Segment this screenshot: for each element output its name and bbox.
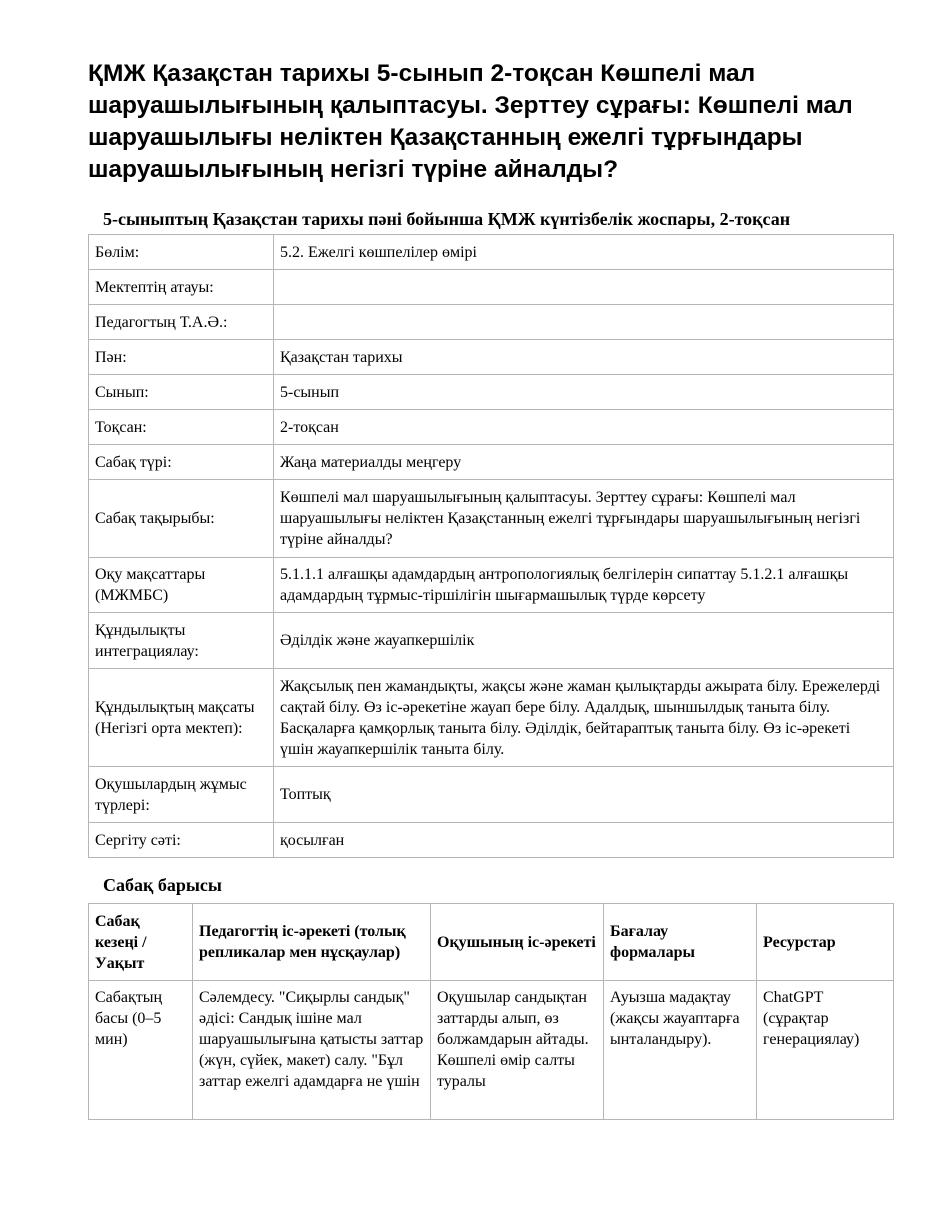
info-label: Педагогтың Т.А.Ә.: xyxy=(89,305,274,340)
table-row xyxy=(89,410,894,445)
info-value xyxy=(274,270,894,305)
info-value: 5.2. Ежелгі көшпелілер өмірі xyxy=(274,235,894,270)
info-label: Сергіту сәті: xyxy=(89,823,274,858)
document-subtitle: 5-сыныптың Қазақстан тарихы пәні бойынша ҚМЖ күнтізбелік жоспары, 2-тоқсан xyxy=(103,209,791,229)
table-row xyxy=(89,445,894,480)
table-row xyxy=(89,669,894,767)
info-label: Құндылықтың мақсаты (Негізгі орта мектеп): xyxy=(89,669,274,767)
info-label: Бөлім: xyxy=(89,235,274,270)
info-value: қосылған xyxy=(274,823,894,858)
lesson-flow-title: Сабақ барысы xyxy=(103,875,222,895)
lesson-info-table xyxy=(88,234,894,858)
table-cell: Ауызша мадақтау (жақсы жауаптарға ынталандыру). xyxy=(604,981,757,1120)
info-value: Топтық xyxy=(274,767,894,823)
column-header-resources: Ресурстар xyxy=(757,904,894,981)
table-header-row xyxy=(89,904,894,981)
column-header-stage: Сабақ кезеңі / Уақыт xyxy=(89,904,193,981)
table-row xyxy=(89,480,894,558)
info-value xyxy=(274,305,894,340)
table-row xyxy=(89,558,894,613)
lesson-flow-table xyxy=(88,903,894,1120)
table-row xyxy=(89,767,894,823)
info-label: Мектептің атауы: xyxy=(89,270,274,305)
info-value: 5-сынып xyxy=(274,375,894,410)
info-label: Оқу мақсаттары (МЖМБС) xyxy=(89,558,274,613)
table-cell: Оқушылар сандықтан заттарды алып, өз болжамдарын айтады. Көшпелі өмір салты туралы xyxy=(431,981,604,1120)
info-label: Сабақ тақырыбы: xyxy=(89,480,274,558)
info-value: 5.1.1.1 алғашқы адамдардың антропологиялық белгілерін сипаттау 5.1.2.1 алғашқы адамдардың тұрмыс-тіршілігін шығармашылық түрде көрсету xyxy=(274,558,894,613)
info-label: Құндылықты интеграциялау: xyxy=(89,613,274,669)
table-cell: Сабақтың басы (0–5 мин) xyxy=(89,981,193,1120)
info-label: Оқушылардың жұмыс түрлері: xyxy=(89,767,274,823)
info-label: Пән: xyxy=(89,340,274,375)
table-row xyxy=(89,340,894,375)
info-value: Қазақстан тарихы xyxy=(274,340,894,375)
table-cell: Сәлемдесу. "Сиқырлы сандық" әдісі: Сандық ішіне мал шаруашылығына қатысты заттар (жүн, сүйек, макет) салу. "Бұл заттар ежелгі адамдарға не үшін xyxy=(193,981,431,1120)
table-row xyxy=(89,823,894,858)
info-value: Көшпелі мал шаруашылығының қалыптасуы. Зерттеу сұрағы: Көшпелі мал шаруашылығы неліктен Қазақстанның ежелгі тұрғындары шаруашылығының негізгі түріне айналды? xyxy=(274,480,894,558)
table-row xyxy=(89,375,894,410)
column-header-assessment: Бағалау формалары xyxy=(604,904,757,981)
info-value: 2-тоқсан xyxy=(274,410,894,445)
info-value: Жаңа материалды меңгеру xyxy=(274,445,894,480)
document-page xyxy=(88,58,893,1120)
info-value: Әділдік және жауапкершілік xyxy=(274,613,894,669)
document-title: ҚМЖ Қазақстан тарихы 5-сынып 2-тоқсан Көшпелі мал шаруашылығының қалыптасуы. Зерттеу сұрағы: Көшпелі мал шаруашылығы неліктен Қазақстанның ежелгі тұрғындары шаруашылығының негізгі түріне айналды? xyxy=(88,60,853,183)
column-header-teacher: Педагогтің іс-әрекеті (толық репликалар мен нұсқаулар) xyxy=(193,904,431,981)
info-value: Жақсылық пен жамандықты, жақсы және жаман қылықтарды ажырата білу. Ережелерді сақтай білу. Өз іс-әрекетіне жауап бере білу. Адалдық, шыншылдық таныта білу. Басқаларға қамқорлық таныта білу. Әділдік, бейтараптық таныта білу. Өз іс-әрекеті үшін жауапкершілік таныта білу. xyxy=(274,669,894,767)
info-label: Тоқсан: xyxy=(89,410,274,445)
table-row xyxy=(89,235,894,270)
info-label: Сабақ түрі: xyxy=(89,445,274,480)
info-label: Сынып: xyxy=(89,375,274,410)
column-header-student: Оқушының іс-әрекеті xyxy=(431,904,604,981)
table-row xyxy=(89,305,894,340)
table-cell: ChatGPT (сұрақтар генерациялау) xyxy=(757,981,894,1120)
table-row xyxy=(89,270,894,305)
table-row xyxy=(89,613,894,669)
table-row xyxy=(89,981,894,1120)
